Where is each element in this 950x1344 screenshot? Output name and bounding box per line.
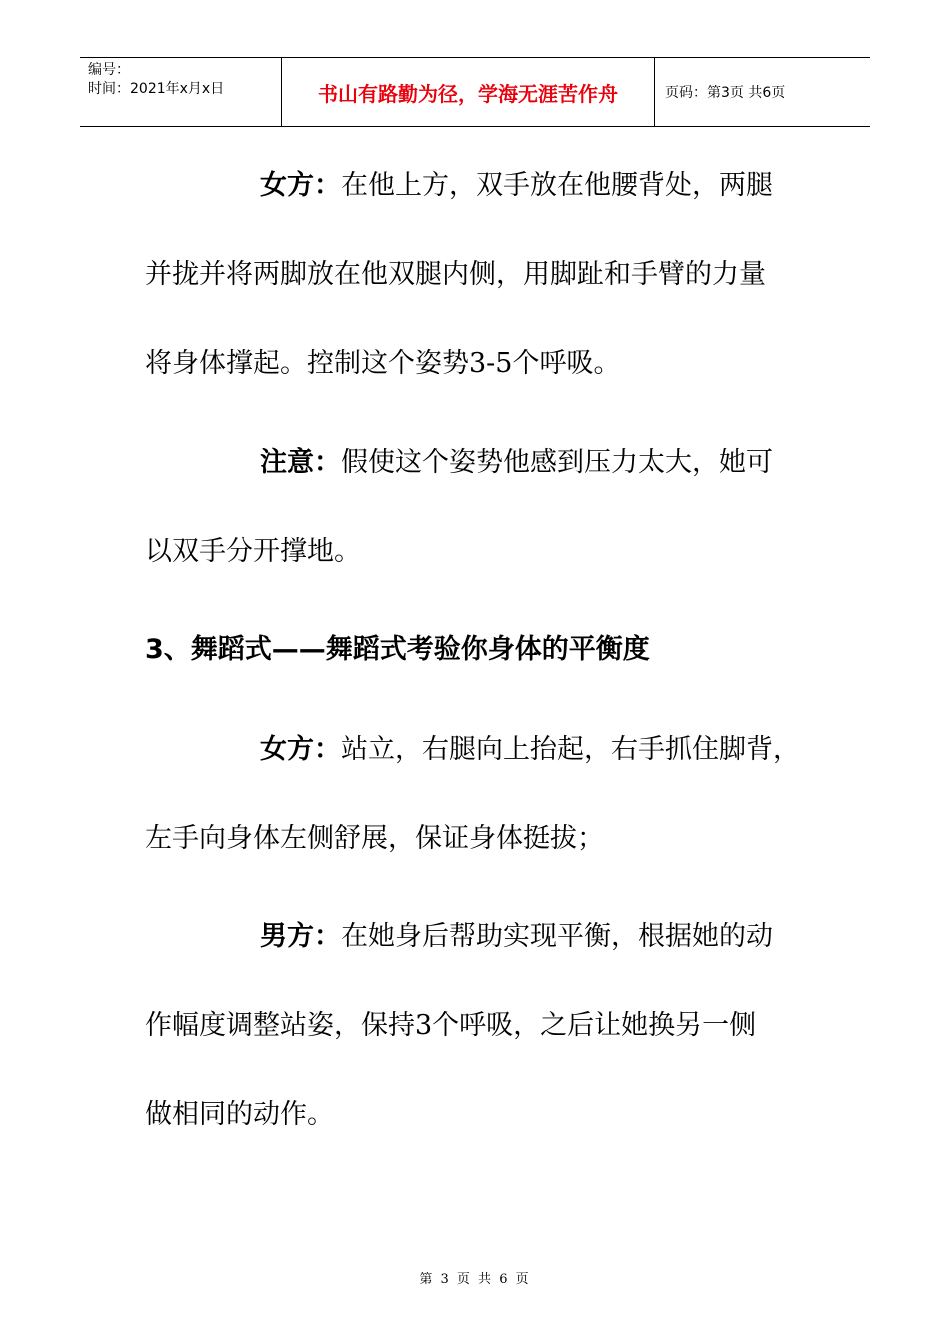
paragraph-line	[145, 1092, 815, 1131]
time-label: 时间：2021年x月x日	[88, 81, 225, 97]
line-text: 站立，右腿向上抬起，右手抓住脚背，	[341, 734, 800, 765]
heading-text: 3、舞蹈式——舞蹈式考验你身体的平衡度	[145, 634, 650, 665]
paragraph-line	[145, 163, 930, 202]
code-label: 编号：	[88, 62, 130, 78]
header-page-info: 页码：第3页 共6页	[665, 85, 786, 101]
paragraph-line	[145, 341, 815, 380]
line-text: 在她身后帮助实现平衡，根据她的动	[341, 921, 773, 952]
header-motto: 书山有路勤为径，学海无涯苦作舟	[282, 58, 655, 126]
paragraph-line	[145, 914, 930, 953]
paragraph-line	[145, 440, 930, 479]
bold-label: 男方：	[260, 921, 341, 952]
paragraph-line	[145, 529, 815, 568]
page-header	[80, 57, 870, 127]
line-text: 左手向身体左侧舒展，保证身体挺拔；	[145, 823, 604, 854]
paragraph-line	[145, 1003, 815, 1042]
line-text: 在他上方，双手放在他腰背处，两腿	[341, 170, 773, 201]
bold-label: 注意：	[260, 447, 341, 478]
line-text: 并拢并将两脚放在他双腿内侧，用脚趾和手臂的力量	[145, 259, 766, 290]
paragraph-line	[145, 727, 930, 766]
section-heading	[145, 627, 815, 666]
line-text: 将身体撑起。控制这个姿势3-5个呼吸。	[145, 348, 621, 379]
line-text: 做相同的动作。	[145, 1099, 334, 1130]
paragraph-line	[145, 816, 815, 855]
bold-label: 女方：	[260, 734, 341, 765]
header-meta	[80, 58, 282, 126]
paragraph-line	[145, 252, 815, 291]
line-text: 以双手分开撑地。	[145, 536, 361, 567]
page-footer: 第 3 页 共 6 页	[419, 1272, 531, 1287]
line-text: 假使这个姿势他感到压力太大，她可	[341, 447, 773, 478]
line-text: 作幅度调整站姿，保持3个呼吸，之后让她换另一侧	[145, 1010, 757, 1041]
bold-label: 女方：	[260, 170, 341, 201]
